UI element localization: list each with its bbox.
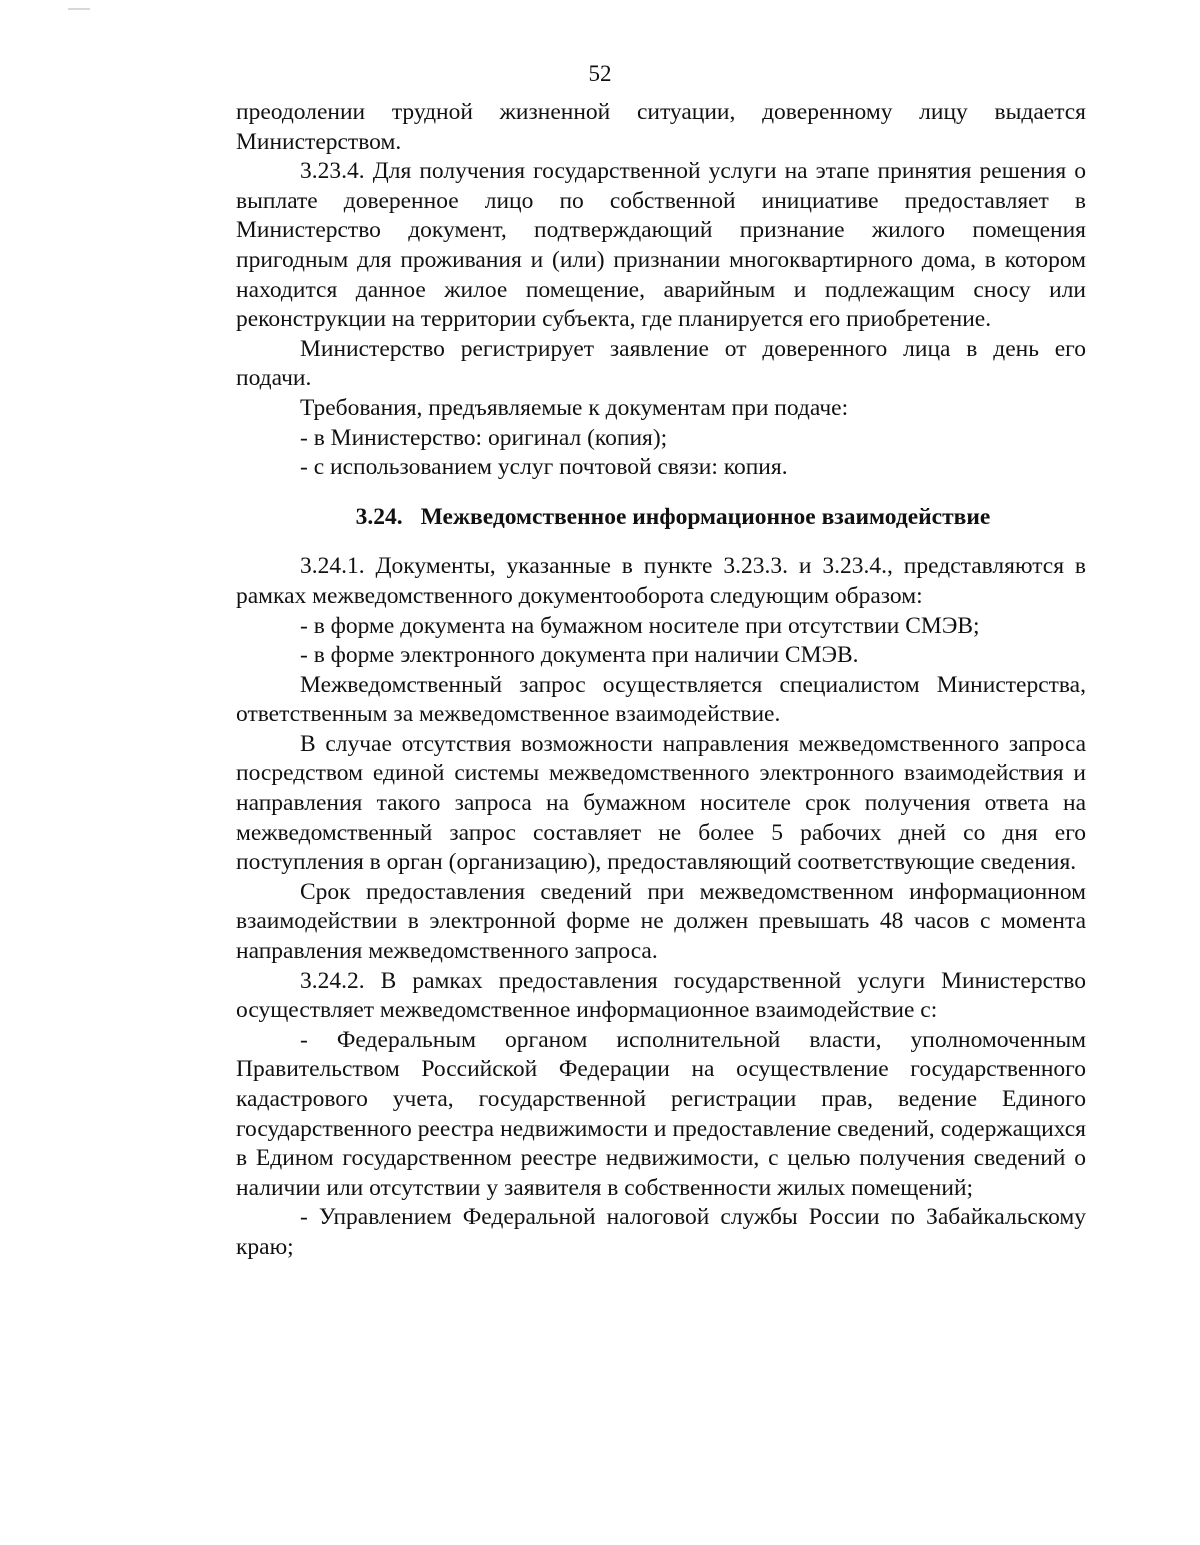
paragraph-3-23-4: 3.23.4. Для получения государственной услуги на этапе принятия решения о выплате доверенное лицо по собственной инициативе предоставляет в Министерство документ, подтверждающий признание жилого помещения пригодным для проживания и (или) признании многоквартирного дома, в котором находится данное жилое помещение, аварийным и подлежащим сносу или реконструкции на территории субъекта, где планируется его приобретение. (236, 158, 1086, 333)
paragraph-3-24-1: 3.24.1. Документы, указанные в пункте 3.23.3. и 3.23.4., представляются в рамках межведомственного документооборота следующим образом: (236, 553, 1086, 609)
list-item-paper: - в форме документа на бумажном носителе при отсутствии СМЭВ; (300, 612, 980, 639)
page-number: 52 (588, 61, 612, 86)
section-title: Межведомственное информационное взаимодействие (420, 503, 991, 530)
paragraph-no-smev: В случае отсутствия возможности направления межведомственного запроса посредством единой системы межведомственного электронного взаимодействия и направления такого запроса на бумажном носителе срок получения ответа на межведомственный запрос составляет не более 5 рабочих дней со дня его поступления в орган (организацию), предоставляющий соответствующие сведения. (236, 730, 1086, 876)
paragraph-registration: Министерство регистрирует заявление от доверенного лица в день его подачи. (236, 335, 1086, 392)
list-item-ministry: - в Министерство: оригинал (копия); (300, 424, 668, 451)
scan-artifact (68, 8, 90, 10)
list-item-federal-authority: - Федеральным органом исполнительной власти, уполномоченным Правительством Российской Федерации на осуществление государственного кадастрового учета, государственной регистрации прав, ведение Единого государственного реестра недвижимости и предоставление сведений, содержащихся в Едином государственном реестре недвижимости, с целью получения сведений о наличии или отсутствии у заявителя в собственности жилых помещений; (236, 1026, 1086, 1201)
list-item-electronic: - в форме электронного документа при наличии СМЭВ. (300, 642, 859, 669)
paragraph-deadline: Срок предоставления сведений при межведомственном информационном взаимодействии в электронной форме не должен превышать 48 часов с момента направления межведомственного запроса. (236, 878, 1086, 965)
section-heading (236, 503, 1086, 533)
section-number: 3.24. (355, 503, 403, 530)
document-body (236, 98, 1086, 1263)
paragraph-continuation: преодолении трудной жизненной ситуации, доверенному лицу выдается Министерством. (236, 99, 1086, 155)
paragraph-requirements: Требования, предъявляемые к документам при подаче: (300, 394, 849, 421)
list-item-tax-service: - Управлением Федеральной налоговой службы России по Забайкальскому краю; (236, 1204, 1086, 1260)
paragraph-3-24-2: 3.24.2. В рамках предоставления государственной услуги Министерство осуществляет межведомственное информационное взаимодействие с: (236, 967, 1086, 1024)
list-item-postal: - с использованием услуг почтовой связи: копия. (300, 454, 788, 481)
paragraph-request: Межведомственный запрос осуществляется специалистом Министерства, ответственным за межведомственное взаимодействие. (236, 671, 1086, 728)
